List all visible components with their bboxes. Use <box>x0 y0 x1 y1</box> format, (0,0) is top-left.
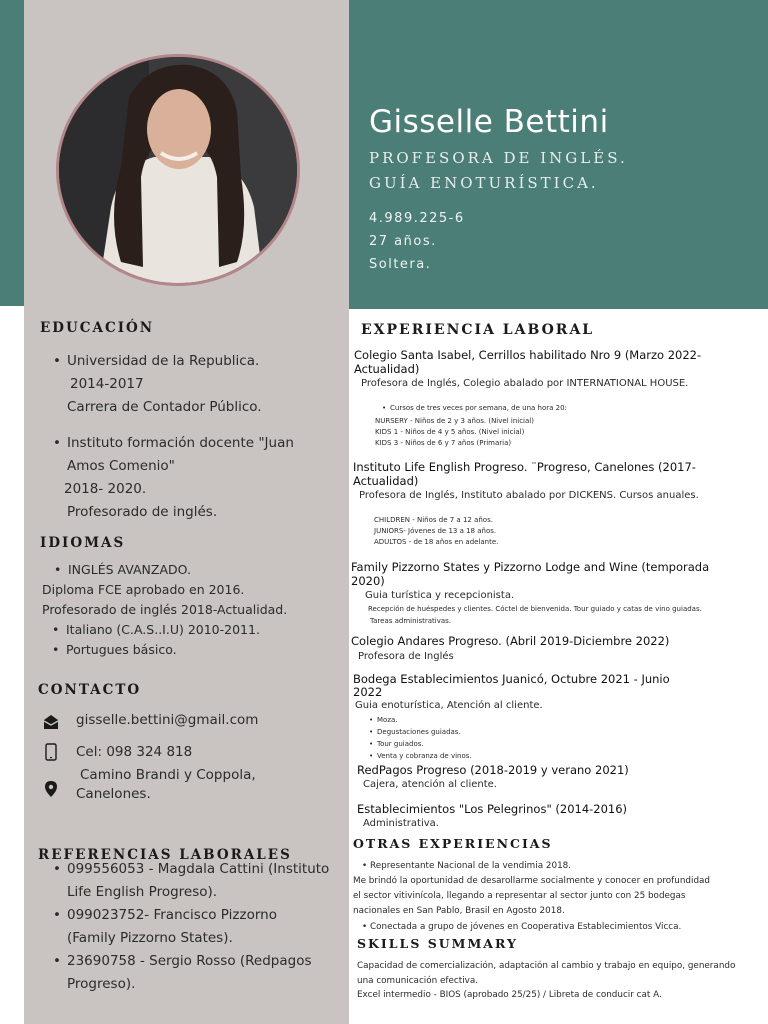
references-title: REFERENCIAS LABORALES <box>38 847 292 863</box>
job-1-title-line-2: Actualidad) <box>354 362 420 376</box>
job-4-title: Colegio Andares Progreso. (Abril 2019-Diciembre 2022) <box>351 634 670 648</box>
role-line-2: GUÍA ENOTURÍSTICA. <box>369 174 599 192</box>
other-line-3: el sector vitivinícola, llegando a representar al sector junto con 25 bodegas <box>353 891 686 901</box>
location-pin-icon <box>43 780 59 798</box>
job-2-title: Instituto Life English Progreso. ¨Progreso, Canelones (2017- <box>353 460 696 474</box>
education-item-2: • Instituto formación docente "Juan <box>67 437 294 451</box>
education-item-2-years: 2018- 2020. <box>64 481 147 497</box>
education-item-1-degree: Carrera de Contador Público. <box>67 399 262 415</box>
job-6-title: RedPagos Progreso (2018-2019 y verano 2021) <box>357 763 629 777</box>
language-fce: Diploma FCE aprobado en 2016. <box>42 582 245 597</box>
job-1-detail-3: KIDS 1 - Niños de 4 y 5 años. (Nivel inicial) <box>375 428 525 436</box>
education-item-1-years: 2014-2017 <box>70 376 144 392</box>
reference-1-line-2: Life English Progreso). <box>67 884 218 900</box>
education-item-2-line-2: Amos Comenio" <box>67 458 175 474</box>
person-name: Gisselle Bettini <box>369 104 609 140</box>
job-5-detail-2: • Degustaciones guiadas. <box>377 729 461 736</box>
age: 27 años. <box>369 234 437 249</box>
email-icon <box>43 713 59 731</box>
job-5-title: Bodega Establecimientos Juanicó, Octubre 2021 - Junio <box>353 672 670 686</box>
other-line-1: • Representante Nacional de la vendimia 2018. <box>370 862 571 871</box>
role-line-1: PROFESORA DE INGLÉS. <box>369 149 628 167</box>
job-6-role: Cajera, atención al cliente. <box>363 779 497 790</box>
education-item-1: • Universidad de la Republica. <box>67 355 259 369</box>
job-4-role: Profesora de Inglés <box>358 651 454 662</box>
reference-1: • 099556053 - Magdala Cattini (Instituto <box>67 863 329 877</box>
skills-line-2: una comunicación efectiva. <box>357 976 479 986</box>
job-2-title-line-2: Actualidad) <box>353 474 419 488</box>
job-7-role: Administrativa. <box>363 818 439 829</box>
other-line-4: nacionales en San Pablo, Brasil en Agosto 2018. <box>353 906 565 916</box>
job-1-detail-4: KIDS 3 - Niños de 6 y 7 años (Primaria) <box>375 439 512 447</box>
job-1-detail-1: • Cursos de tres veces por semana, de una hora 20: <box>390 405 567 412</box>
reference-2-line-2: (Family Pizzorno States). <box>67 930 233 946</box>
education-title: EDUCACIÓN <box>40 320 155 336</box>
education-item-2-degree: Profesorado de inglés. <box>67 504 218 520</box>
job-3-detail-2: Tareas administrativas. <box>370 617 452 625</box>
skills-line-3: Excel intermedio - BIOS (aprobado 25/25) / Libreta de conducir cat A. <box>357 990 662 1000</box>
job-3-title: Family Pizzorno States y Pizzorno Lodge and Wine (temporada <box>351 560 710 574</box>
contact-address-line-1: Camino Brandi y Coppola, <box>80 767 256 783</box>
experience-title: EXPERIENCIA LABORAL <box>361 322 595 338</box>
language-italian: • Italiano (C.A.S..I.U) 2010-2011. <box>66 624 260 637</box>
job-7-title: Establecimientos "Los Pelegrinos" (2014-2016) <box>357 802 628 816</box>
job-2-role: Profesora de Inglés, Instituto abalado por DICKENS. Cursos anuales. <box>359 490 699 501</box>
profile-photo <box>56 54 300 286</box>
contact-email[interactable]: gisselle.bettini@gmail.com <box>76 712 259 728</box>
job-5-detail-4: • Venta y cobranza de vinos. <box>377 753 472 760</box>
contact-title: CONTACTO <box>38 682 142 698</box>
job-2-detail-3: ADULTOS - de 18 años en adelante. <box>374 538 499 546</box>
phone-icon <box>43 743 59 761</box>
job-5-role: Guia enoturística, Atención al cliente. <box>355 700 543 711</box>
language-portuguese: • Portugues básico. <box>66 644 177 657</box>
language-english: • INGLÉS AVANZADO. <box>68 564 191 577</box>
job-3-title-line-2: 2020) <box>351 574 385 588</box>
reference-3: • 23690758 - Sergio Rosso (Redpagos <box>67 955 312 969</box>
other-line-2: Me brindó la oportunidad de desarollarme socialmente y conocer en profundidad <box>353 876 711 886</box>
other-line-5: • Conectada a grupo de jóvenes en Cooperativa Establecimientos Vicca. <box>370 923 681 932</box>
contact-address-line-2: Canelones. <box>76 786 151 802</box>
job-5-detail-1: • Moza. <box>377 717 398 724</box>
reference-2: • 099023752- Francisco Pizzorno <box>67 909 277 923</box>
job-3-detail-1: Recepción de huéspedes y clientes. Cóctel de bienvenida. Tour guiado y catas de vino guiadas. <box>368 605 702 613</box>
job-2-detail-1: CHILDREN - Niños de 7 a 12 años. <box>374 516 493 524</box>
contact-phone[interactable]: Cel: 098 324 818 <box>76 744 193 760</box>
job-3-role: Guia turística y recepcionista. <box>365 590 515 601</box>
left-accent-band <box>0 0 24 306</box>
other-experience-title: OTRAS EXPERIENCIAS <box>353 836 553 851</box>
job-1-detail-2: NURSERY - Niños de 2 y 3 años. (Nivel inicial) <box>375 417 534 425</box>
job-1-role: Profesora de Inglés, Colegio abalado por INTERNATIONAL HOUSE. <box>361 378 689 389</box>
job-1-title: Colegio Santa Isabel, Cerrillos habilitado Nro 9 (Marzo 2022- <box>354 348 702 362</box>
marital-status: Soltera. <box>369 257 432 272</box>
languages-title: IDIOMAS <box>40 535 126 551</box>
reference-3-line-2: Progreso). <box>67 976 136 992</box>
job-5-detail-3: • Tour guiados. <box>377 741 424 748</box>
skills-line-1: Capacidad de comercialización, adaptación al cambio y trabajo en equipo, generando <box>357 961 736 971</box>
job-2-detail-2: JUNIORS- Jóvenes de 13 a 18 años. <box>374 527 497 535</box>
language-teaching: Profesorado de inglés 2018-Actualidad. <box>42 602 288 617</box>
skills-title: SKILLS SUMMARY <box>357 936 518 951</box>
job-5-title-line-2: 2022 <box>353 685 383 699</box>
id-number: 4.989.225-6 <box>369 211 465 226</box>
